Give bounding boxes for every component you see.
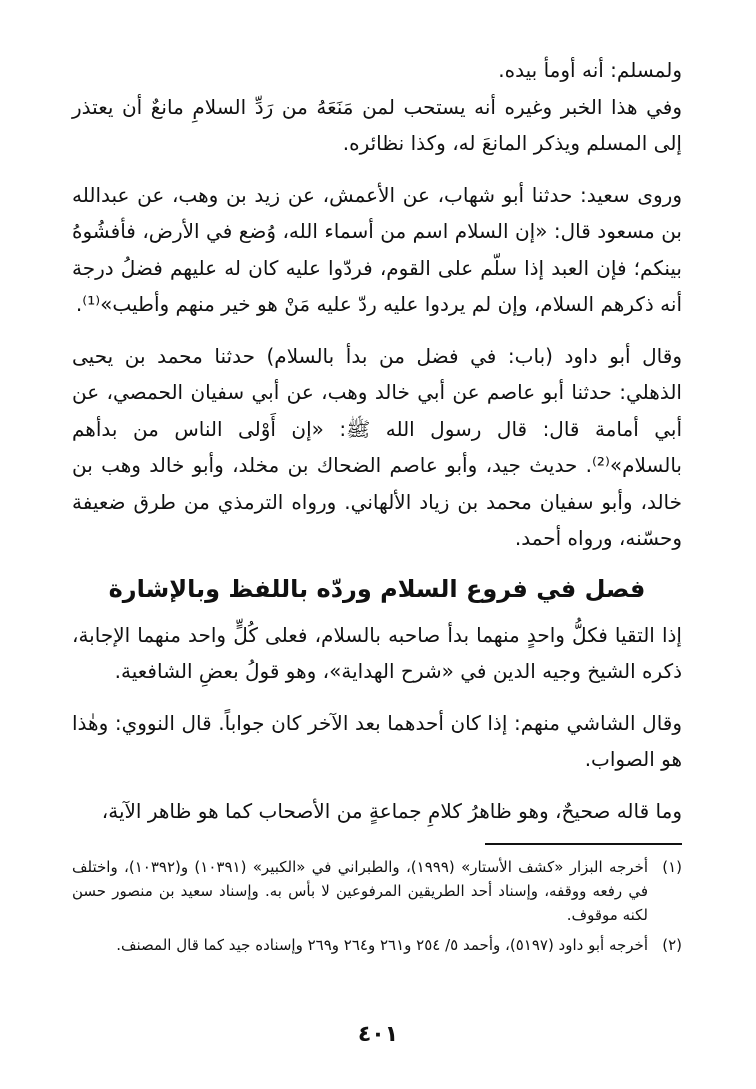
paragraph-abu-dawud: وقال أبو داود (باب: في فضل من بدأ بالسلام) حدثنا محمد بن يحيى الذهلي: حدثنا أبو عاصم عن أبي خالد وهب، عن أبي سفيان الحمصي، عن أبي أمامة قال: قال رسول الله ﷺ: «إن أَوْلى الناس من بدأهم بالسلام»⁽²⁾. حديث جيد، وأبو عاصم الضحاك بن مخلد، وأبو خالد وهب بن خالد، وأبو سفيان محمد بن زياد الألهاني. ورواه الترمذي من طرق ضعيفة وحسّنه، ورواه أحمد. [72,343,682,550]
footnote-number: (١) [662,858,682,876]
paragraph-muslim-narration: ولمسلم: أنه أومأ بيده. [498,58,682,82]
paragraph-apology: وفي هذا الخبر وغيره أنه يستحب لمن مَنَعَهُ من رَدِّ السلامِ مانعٌ أن يعتذر إلى المسلم ويذكر المانعَ له، وكذا نظائره. [72,94,682,155]
paragraph-shashi: وقال الشاشي منهم: إذا كان أحدهما بعد الآخر كان جواباً. قال النووي: وهٰذا هو الصواب. [72,710,682,771]
footnote-divider [485,843,682,845]
footnote-text: أخرجه أبو داود (٥١٩٧)، وأحمد ٥/ ٢٥٤ و٢٦١ و٢٦٤ و٢٦٩ وإسناده جيد كما قال المصنف. [116,936,648,954]
paragraph-said-narration: وروى سعيد: حدثنا أبو شهاب، عن الأعمش، عن زيد بن وهب، عن عبدالله بن مسعود قال: «إن السلام اسم من أسماء الله، وُضع في الأرض، فأفشُوهُ بينكم؛ فإن العبد إذا سلّم على القوم، فردّوا عليه كان له عليهم فضلُ درجة أنه ذكرهم السلام، وإن لم يردوا عليه ردّ عليه مَنْ هو خير منهم وأطيب»⁽¹⁾. [72,182,682,316]
footnote-item [72,933,682,957]
paragraph-mutual-greeting: إذا التقيا فكلُّ واحدٍ منهما بدأ صاحبه بالسلام، فعلى كُلٍّ واحد منهما الإجابة، ذكره الشيخ وجيه الدين في «شرح الهداية»، وهو قولُ بعضِ الشافعية. [72,622,682,683]
page-body [72,52,682,957]
footnote-number: (٢) [662,936,682,954]
footnotes [72,855,682,957]
page-number: ٤٠١ [357,1022,399,1047]
footnote-item [72,855,682,927]
paragraph-conclusion: وما قاله صحيحٌ، وهو ظاهرُ كلامِ جماعةٍ من الأصحاب كما هو ظاهر الآية، [101,798,682,823]
footnote-text: أخرجه البزار «كشف الأستار» (١٩٩٩)، والطبراني في «الكبير» (١٠٣٩١) و(١٠٣٩٢)، واختلف في رفعه ووقفه، وإسناد أحد الطريقين المرفوعين لا بأس به. وإسناد سعيد بن منصور حسن لكنه موقوف. [72,858,649,924]
section-heading: فصل في فروع السلام وردّه باللفظ وبالإشارة [108,574,646,603]
